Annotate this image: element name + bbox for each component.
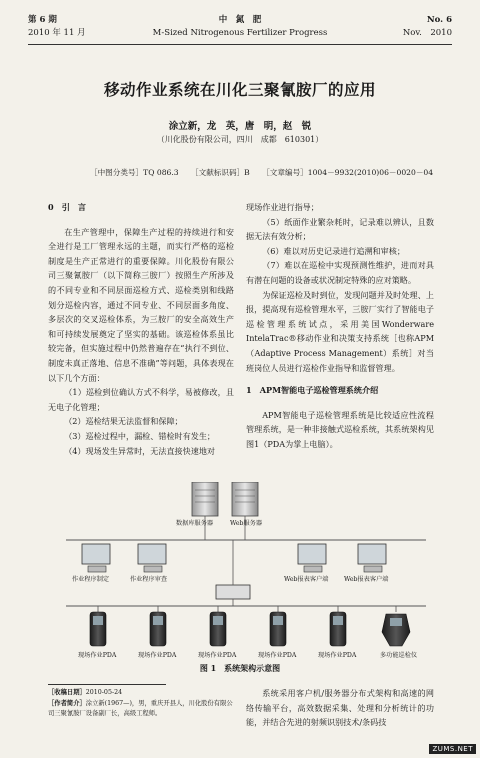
pda-icon [210, 606, 226, 646]
footnote [48, 688, 238, 720]
article-title: 移动作业系统在川化三聚氰胺厂的应用 [103, 80, 376, 99]
journal-cn: 中 氮 肥 [218, 15, 262, 25]
article-authors: 涂立新，龙 英，唐 明，赵 锐 [168, 121, 312, 132]
computer-icon [82, 544, 110, 572]
paragraph: （5）纸面作业繁杂耗时，记录难以辨认，且数据无法有效分析； [246, 216, 434, 242]
web-server-icon [232, 482, 258, 516]
paragraph: 为保证巡检及时到位，发现问题并及时处理、上报，提高现有巡检管理水平，三胺厂实行了智能电子巡检管理系统试点，采用美国Wonderware IntelaTrac®移动作业和决策支持系统［也称APM（Adaptive Process Management）系统］对当班岗位人员进行巡检作业指导和监督管理。 [246, 289, 434, 373]
header-rule [28, 44, 452, 45]
author-label: ［作者简介］ [48, 699, 86, 707]
header-center [28, 14, 452, 40]
footnote-rule [48, 684, 166, 685]
label-pda-4: 现场作业PDA [258, 652, 297, 659]
paragraph: （4）现场发生异常时，无法直接快速地对 [64, 445, 216, 456]
article-number: ［文章编号］1004－9932(2010)06－0020－04 [262, 168, 434, 177]
running-header [28, 14, 452, 44]
paragraph: APM智能电子巡检管理系统是比较适应性流程管理系统，是一种非接触式巡检系统，其系统架构见图1（PDA为掌上电脑）。 [246, 409, 434, 449]
right-column [246, 200, 434, 452]
received-label: ［收稿日期］ [48, 689, 86, 696]
watermark: ZUMS.NET [429, 744, 476, 754]
label-web-server: Web服务器 [230, 520, 263, 527]
label-web-client-1: Web报表客户端 [284, 576, 329, 583]
classification-line [90, 167, 440, 178]
pda-icon [90, 606, 106, 646]
paragraph: 在生产管理中，保障生产过程的持续进行和安全进行是工厂管理永远的主题，而实行严格的巡检制度是生产正常进行的重要保障。川化股份有限公司三聚氰胺厂（以下简称三胺厂）按照生产所涉及的不同专业和不同层面巡检方式、巡检类别和线路划分巡检内容，通过不同专业、不同层面多角度、多层次的交叉巡检体系，为三胺厂的安全高效生产和可持续发展奠定了坚实的基础。该巡检体系虽比较完备，但实施过程中仍然普遍存在“执行不到位、制度未真正落地、信息不准确”等问题，具体表现在以下几个方面： [48, 226, 234, 383]
paragraph: （6）难以对历史记录进行追溯和审核； [262, 245, 405, 256]
label-job-review: 作业程序审查 [130, 576, 168, 583]
left-column [48, 200, 234, 458]
paragraph: 现场作业进行指导； [246, 202, 319, 212]
paragraph: （1）巡检到位确认方式不科学，易被修改，且无电子化管理； [48, 387, 234, 412]
pda-icon [330, 606, 346, 646]
clc-number: ［中图分类号］TQ 086.3 [90, 168, 179, 177]
article-affiliation: （川化股份有限公司，四川 成都 610301） [156, 135, 324, 144]
label-pda-2: 现场作业PDA [138, 652, 177, 659]
paragraph: （3）巡检过程中，漏检、错检时有发生； [64, 430, 216, 441]
label-db-server: 数据库服务器 [176, 520, 214, 527]
paragraph: （2）巡检结果无法监督和保障； [64, 416, 183, 427]
label-pda-1: 现场作业PDA [78, 652, 117, 659]
pda-icon [270, 606, 286, 646]
section-heading: 0 引 言 [48, 202, 87, 212]
computer-icon [138, 544, 166, 572]
received-date: 2010-05-24 [85, 689, 123, 696]
label-inspection-device: 多功能巡检仪 [380, 652, 418, 659]
database-server-icon [192, 482, 218, 516]
author-bio: 涂立新(1967—)，男，重庆开县人，川化股份有限公司三聚氰胺厂设备副厂长，高级工程师。 [48, 699, 233, 717]
issue-cn: 第 6 期 [28, 15, 57, 25]
doc-code: ［文献标识码］B [191, 168, 250, 177]
date-en: Nov. 2010 [402, 28, 452, 38]
paragraph: 系统采用客户机/服务器分布式架构和高速的网络传输平台，高效数据采集、处理和分析统计的功能，并结合先进的射频识别技术/条码技 [246, 688, 434, 728]
header-right [403, 14, 452, 40]
label-job-define: 作业程序制定 [72, 576, 110, 583]
figure-1 [46, 482, 446, 674]
date-cn: 2010 年 11 月 [28, 28, 86, 38]
label-pda-5: 现场作业PDA [318, 652, 357, 659]
figure-caption: 图 1 系统架构示意图 [199, 663, 281, 673]
label-web-client-2: Web报表客户端 [344, 576, 389, 583]
computer-icon [358, 544, 386, 572]
bottom-right-text [246, 686, 434, 730]
label-pda-3: 现场作业PDA [198, 652, 237, 659]
issue-en: No. 6 [426, 15, 452, 25]
paragraph: （7）难以在巡检中实现预测性维护，进而对具有潜在问题的设备或状况制定特殊的应对策略。 [246, 260, 434, 285]
computer-icon [298, 544, 326, 572]
pda-icon [150, 606, 166, 646]
journal-en: M-Sized Nitrogenous Fertilizer Progress [152, 28, 328, 38]
inspection-device-icon [382, 606, 410, 646]
network-switch-icon [216, 585, 250, 599]
section-heading: 1 APM智能电子巡检管理系统介绍 [246, 385, 379, 396]
